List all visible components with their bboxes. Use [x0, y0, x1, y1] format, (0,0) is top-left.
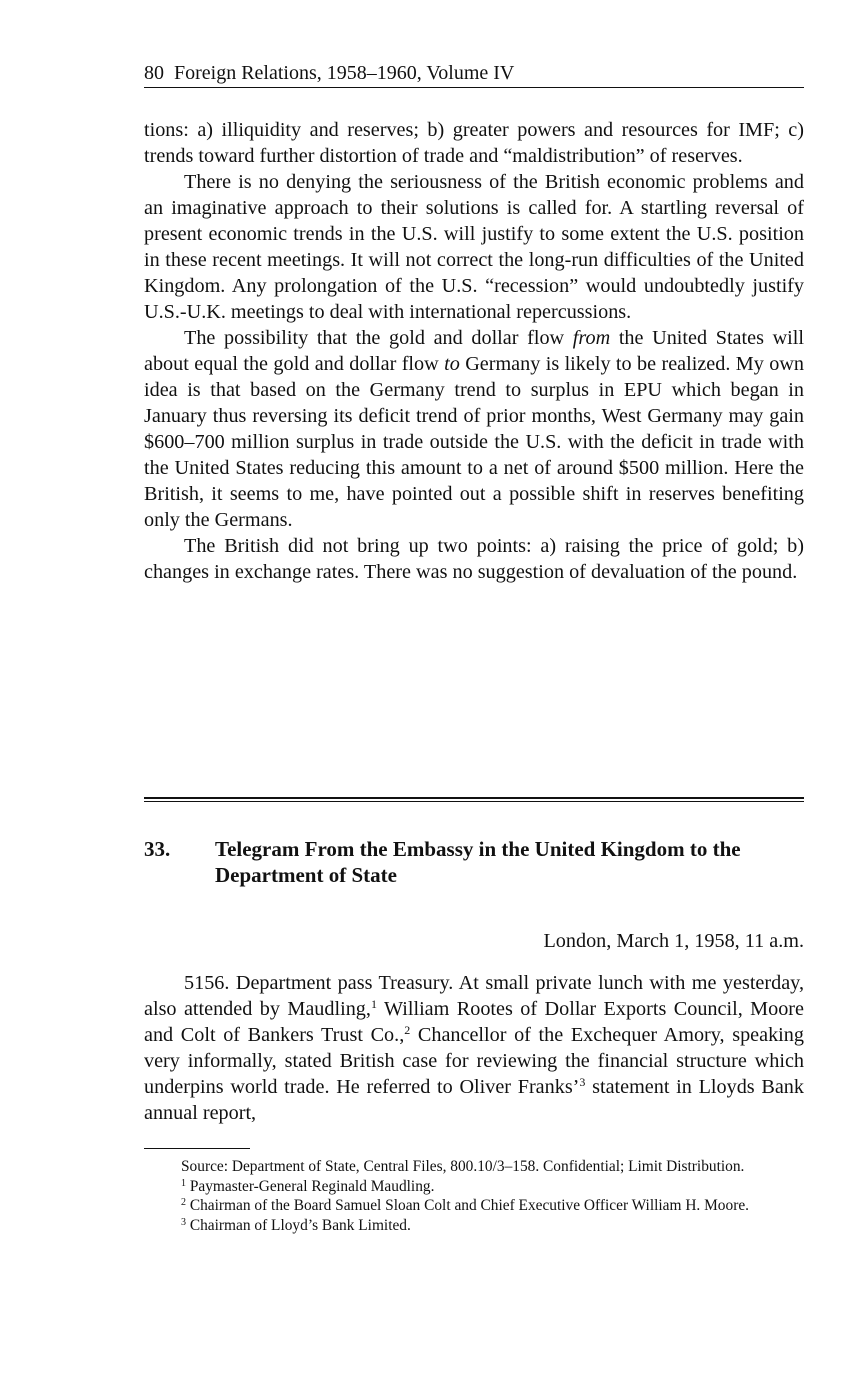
footnote: $^3$ Chairman of Lloyd’s Bank Limited. — [181, 1216, 411, 1234]
dateline: London, March 1, 1958, 11 a.m. — [543, 930, 804, 952]
source-note: Source: Department of State, Central Files, 800.10/3–158. Confidential; Limit Distribution. — [181, 1158, 745, 1175]
footnote-rule — [144, 1148, 250, 1149]
document-title: Telegram From the Embassy in the United Kingdom to the Department of State — [215, 837, 741, 887]
paragraph: The possibility that the gold and dollar flow from the United States will about equal the gold and dollar flow to Germany is likely to be realized. My own idea is that based on the Germany trend to surplus in EPU which began in January thus reversing its deficit trend of prior months, West Germany may gain $600–700 million surplus in trade outside the U.S. with the deficit in trade with the United States reducing this amount to a net of around $500 million. Here the British, it seems to me, have pointed out a possible shift in reserves benefiting only the Germans. — [144, 327, 804, 531]
footnote: $^2$ Chairman of the Board Samuel Sloan Colt and Chief Executive Officer William H. Moore. — [181, 1197, 750, 1215]
telegram-body — [144, 970, 804, 1126]
paragraph: The British did not bring up two points: a) raising the price of gold; b) changes in exchange rates. There was no suggestion of devaluation of the pound. — [144, 535, 804, 583]
document-number: 33. — [144, 837, 171, 861]
footnote: $^1$ Paymaster-General Reginald Maudling. — [181, 1177, 435, 1195]
footnotes — [144, 1157, 804, 1235]
footnote-ref: 2 — [404, 1023, 411, 1037]
running-header — [144, 62, 804, 88]
paragraph: tions: a) illiquidity and reserves; b) greater powers and resources for IMF; c) trends toward further distortion of trade and “maldistribution” of reserves. — [144, 119, 804, 167]
continued-text — [144, 117, 804, 585]
footnote-ref: 3 — [579, 1075, 586, 1089]
running-title: Foreign Relations, 1958–1960, Volume IV — [174, 62, 515, 84]
paragraph: There is no denying the seriousness of the British economic problems and an imaginative approach to their solutions is called for. A startling reversal of present economic trends in the U.S. will justify to some extent the U.S. position in these recent meetings. It will not correct the long-run difficulties of the United Kingdom. Any prolongation of the U.S. “recession” would undoubtedly justify U.S.-U.K. meetings to deal with international repercussions. — [144, 171, 804, 323]
page-number: 80 — [144, 62, 164, 84]
paragraph: 5156. Department pass Treasury. At small private lunch with me yesterday, also attended by Maudling,$^1$ William Rootes of Dollar Exports Council, Moore and Colt of Bankers Trust Co.,$^2$ Chancellor of the Exchequer Amory, speaking very informally, stated British case for reviewing the financial structure which underpins world trade. He referred to Oliver Franks’$^3$ statement in Lloyds Bank annual report, — [144, 972, 804, 1124]
section-divider — [144, 797, 804, 802]
footnote-ref: 1 — [370, 997, 377, 1011]
